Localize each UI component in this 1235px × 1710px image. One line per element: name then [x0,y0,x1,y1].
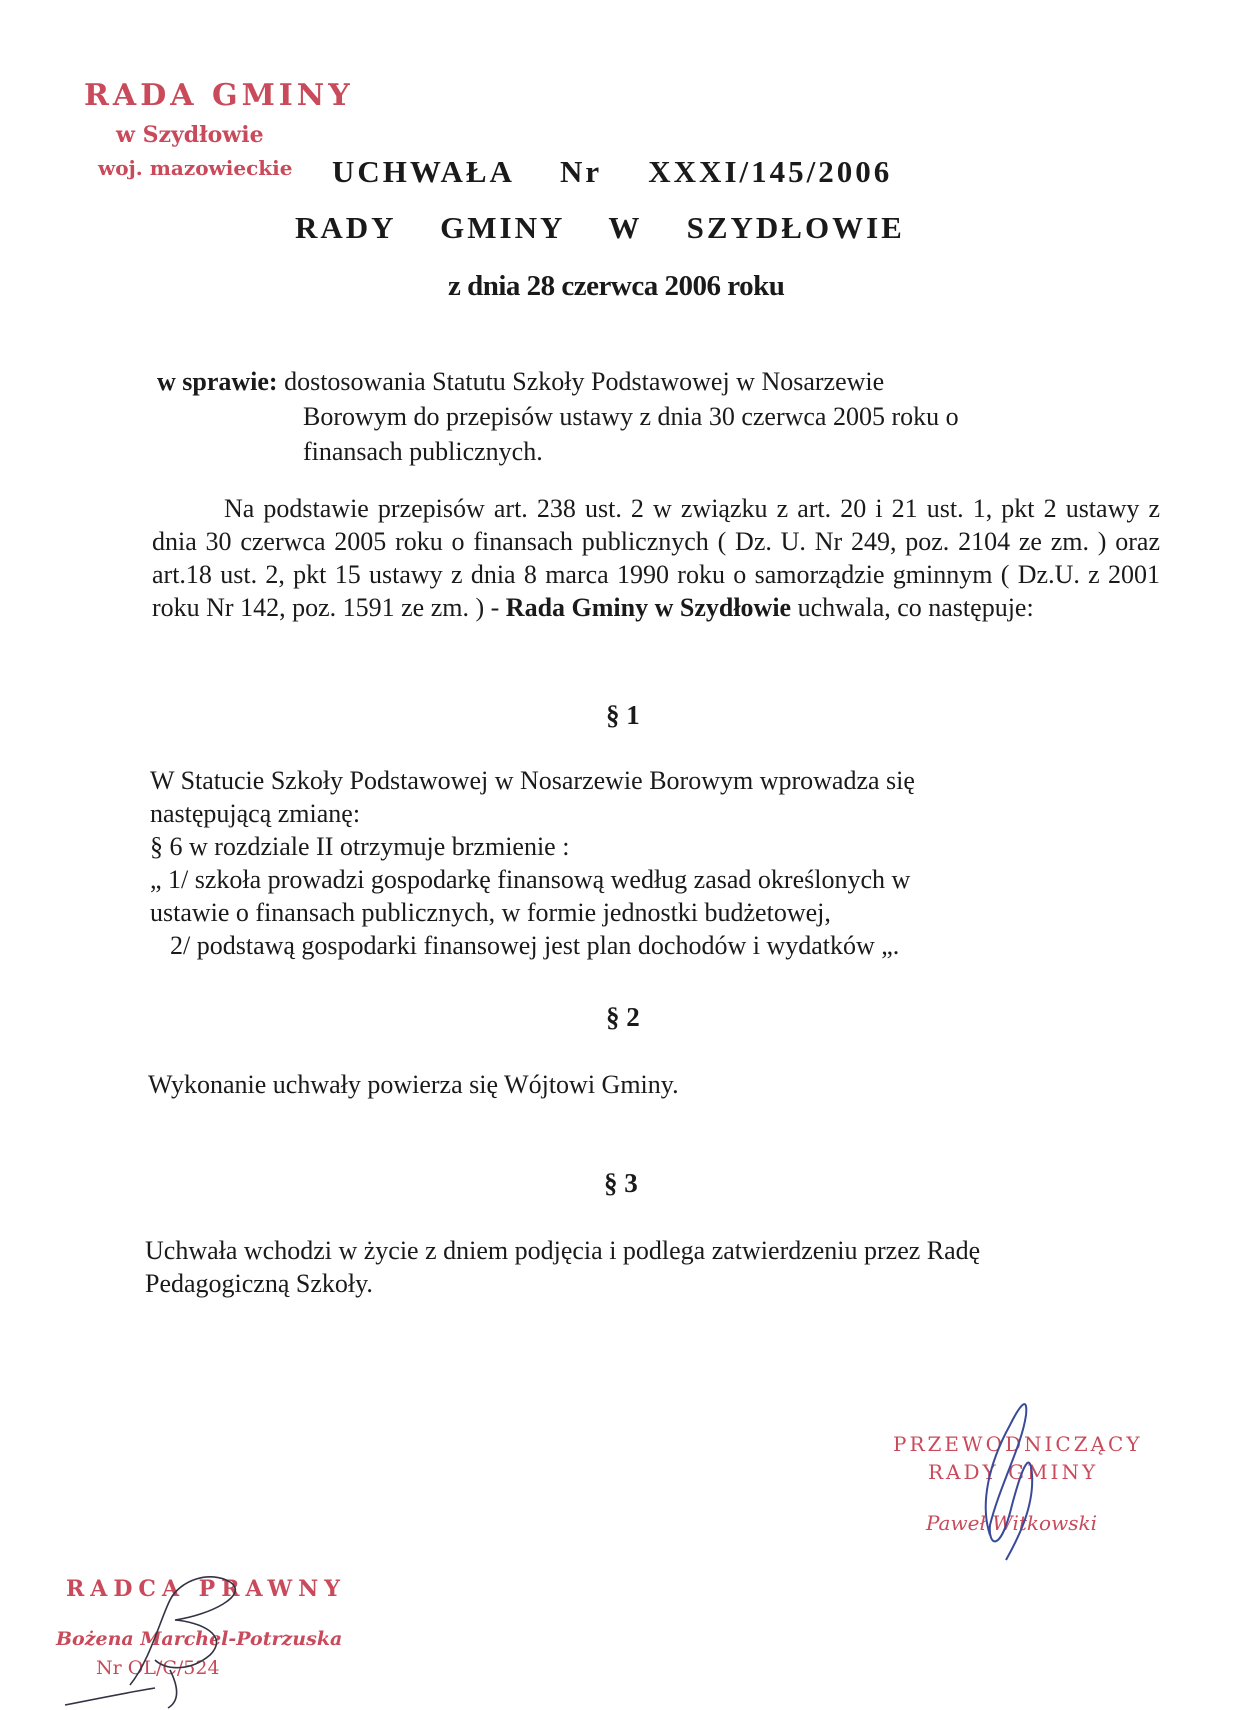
chairman-stamp-name: Paweł Witkowski [926,1511,1097,1535]
section-1-line: W Statucie Szkoły Podstawowej w Nosarzewie Borowym wprowadza się [150,766,915,795]
resolution-issuer: RADY GMINY W SZYDŁOWIE [295,210,905,245]
subject-line-1: dostosowania Statutu Szkoły Podstawowej w Nosarzewie [284,367,885,396]
legal-stamp-name: Bożena Marchel-Potrzuska [56,1628,343,1650]
section-3-body [145,1234,1145,1300]
resolution-date: z dnia 28 czerwca 2006 roku [448,270,785,302]
legal-basis-tail: uchwala, co następuje: [791,593,1034,622]
resolution-title: UCHWAŁA Nr XXXI/145/2006 [332,154,893,189]
legal-stamp-number: Nr OL/C/524 [96,1657,220,1679]
section-1-heading: § 1 [606,700,640,730]
legal-basis-paragraph [152,492,1160,624]
council-stamp-title: RADA GMINY [84,78,354,113]
section-2-body: Wykonanie uchwały powierza się Wójtowi Gminy. [148,1070,679,1099]
section-1-line: następującą zmianę: [150,799,361,828]
council-stamp-place: w Szydłowie [116,122,264,148]
legal-basis-text: Na podstawie przepisów art. 238 ust. 2 w związku z art. 20 i 21 ust. 1, pkt 2 ustawy z dnia 30 czerwca 2005 roku o finansach publicznych ( Dz. U. Nr 249, poz. 2104 ze zm. ) oraz art.18 ust. 2, pkt 15 ustawy z dnia 8 marca 1990 roku o samorządzie gminnym ( Dz.U. z 2001 roku Nr 142, poz. 1591 ze zm. ) - [152,494,1160,622]
section-1-body [150,764,1070,962]
section-3-line: Uchwała wchodzi w życie z dniem podjęcia i podlega zatwierdzeniu przez Radę [145,1236,981,1265]
chairman-stamp-title: PRZEWODNICZĄCY [893,1432,1143,1456]
legal-basis-council: Rada Gminy w Szydłowie [505,593,792,622]
subject-line-3: finansach publicznych. [303,437,543,466]
section-1-line: § 6 w rozdziale II otrzymuje brzmienie : [150,832,570,861]
section-1-line: „ 1/ szkoła prowadzi gospodarkę finansową według zasad określonych w [150,865,911,894]
subject-block [157,364,1057,469]
legal-stamp-title: RADCA PRAWNY [66,1576,346,1602]
section-2-heading: § 2 [606,1002,640,1032]
section-1-line: ustawie o finansach publicznych, w formie jednostki budżetowej, [150,898,831,927]
section-1-line: 2/ podstawą gospodarki finansowej jest plan dochodów i wydatków „. [170,931,900,960]
council-stamp-voivodeship: woj. mazowieckie [98,156,293,180]
section-3-line: Pedagogiczną Szkoły. [145,1269,373,1298]
subject-label: w sprawie: [157,367,278,396]
section-3-heading: § 3 [604,1168,638,1198]
chairman-stamp-council: RADY GMINY [928,1460,1099,1484]
subject-line-2: Borowym do przepisów ustawy z dnia 30 czerwca 2005 roku o [303,402,959,431]
